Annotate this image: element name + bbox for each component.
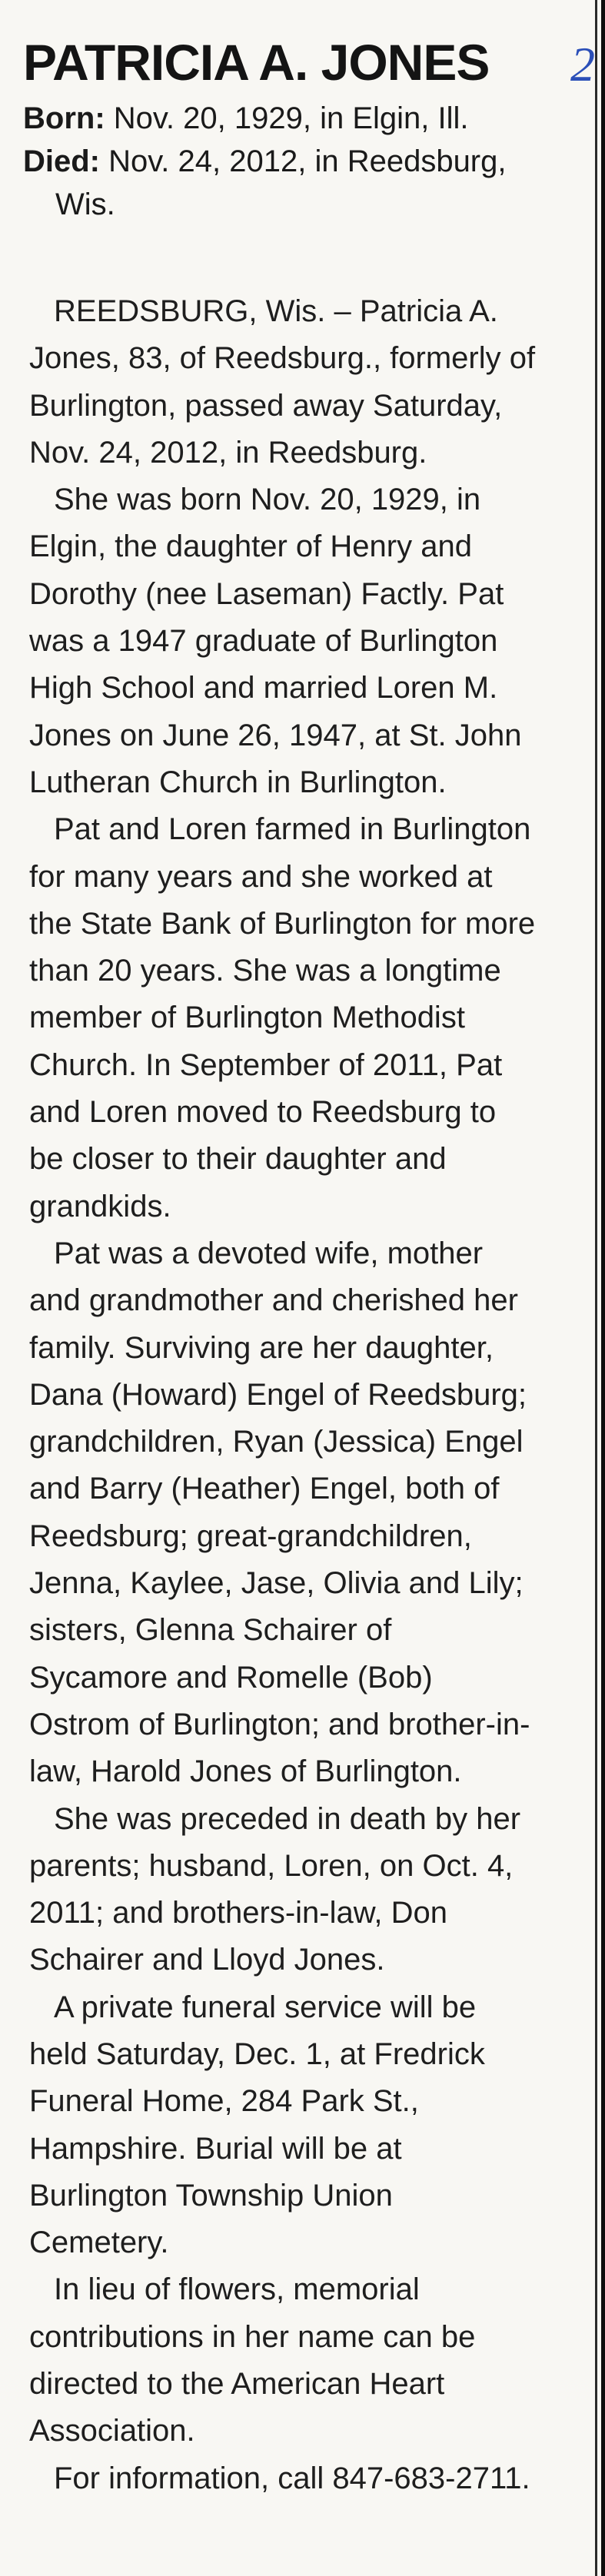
- paragraph-life: Pat and Loren farmed in Burlington for many years and she worked at the State Bank of Burlington for more than 20 years. She was a longtime member of Burlington Methodist Church. In September of 2011, Pat and Loren moved to Reedsburg to be closer to their daughter and grandkids.: [29, 812, 536, 1223]
- born-value: Nov. 20, 1929, in Elgin, Ill.: [113, 101, 469, 135]
- died-value-continued: Wis.: [55, 188, 115, 221]
- died-line-continued: [23, 183, 507, 226]
- paragraph-intro: REEDSBURG, Wis. – Patricia A. Jones, 83, of Reedsburg., formerly of Burlington, passed away Saturday, Nov. 24, 2012, in Reedsburg.: [29, 294, 536, 470]
- died-line: [23, 140, 507, 183]
- paragraph-birth: She was born Nov. 20, 1929, in Elgin, the daughter of Henry and Dorothy (nee Laseman) Factly. Pat was a 1947 graduate of Burlington High School and married Loren M. Jones on June 26, 1947, at St. John Lutheran Church in Burlington.: [29, 483, 522, 799]
- paragraph-memorials: In lieu of flowers, memorial contributions in her name can be directed to the American Heart Association.: [29, 2272, 476, 2448]
- clipping-edge-line: [595, 0, 597, 2576]
- died-label: Died:: [23, 144, 100, 178]
- obituary-name-heading: PATRICIA A. JONES: [23, 34, 490, 91]
- obituary-body: [29, 288, 537, 2502]
- paragraph-survivors: Pat was a devoted wife, mother and grandmother and cherished her family. Surviving are her daughter, Dana (Howard) Engel of Reedsburg; grandchildren, Ryan (Jessica) Engel and Barry (Heather) Engel, both of Reedsburg; great-grandchildren, Jenna, Kaylee, Jase, Olivia and Lily; sisters, Glenna Schairer of Sycamore and Romelle (Bob) Ostrom of Burlington; and brother-in-law, Harold Jones of Burlington.: [29, 1236, 530, 1789]
- vital-dates: [23, 97, 507, 226]
- born-line: [23, 97, 507, 140]
- paragraph-preceded: She was preceded in death by her parents; husband, Loren, on Oct. 4, 2011; and brothers-in-law, Don Schairer and Lloyd Jones.: [29, 1801, 521, 1977]
- clipping-edge-border: [601, 0, 605, 2576]
- paragraph-service: A private funeral service will be held Saturday, Dec. 1, at Fredrick Funeral Home, 284 Park St., Hampshire. Burial will be at Burlington Township Union Cemetery.: [29, 1990, 485, 2260]
- paragraph-information: For information, call 847-683-2711.: [54, 2461, 530, 2495]
- died-value: Nov. 24, 2012, in Reedsburg,: [108, 144, 507, 178]
- handwritten-margin-mark: 2: [570, 37, 595, 91]
- born-label: Born:: [23, 101, 105, 135]
